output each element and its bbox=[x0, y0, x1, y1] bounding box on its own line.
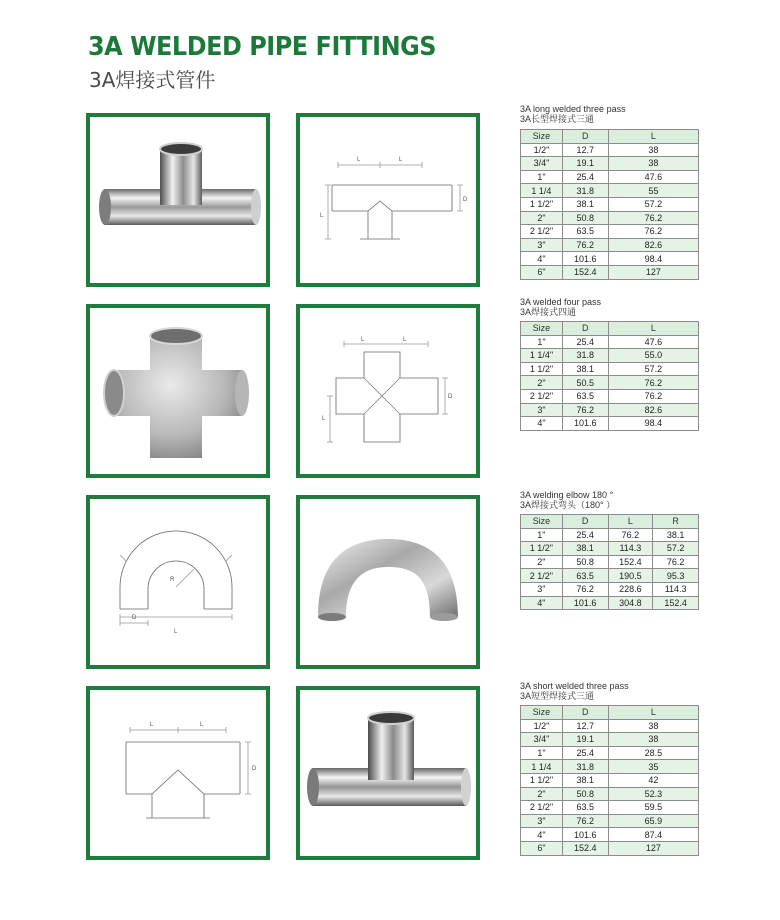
table-cell: 2 1/2" bbox=[521, 389, 563, 403]
table-cell: 4" bbox=[521, 828, 563, 842]
table-cell: 76.2 bbox=[608, 211, 698, 225]
table-2-caption: 3A welded four pass 3A焊接式四通 bbox=[520, 297, 602, 317]
table-cell: 25.4 bbox=[562, 170, 608, 184]
table-cell: 38.1 bbox=[562, 197, 608, 211]
column-header: L bbox=[608, 515, 653, 529]
short-tee-photo bbox=[300, 690, 476, 856]
table-row bbox=[521, 143, 699, 157]
table-cell: 98.4 bbox=[608, 417, 698, 431]
column-header: L bbox=[608, 130, 698, 144]
table-cell: 63.5 bbox=[562, 801, 608, 815]
table-cell: 1 1/2" bbox=[521, 542, 563, 556]
table-cell: 1/2" bbox=[521, 143, 563, 157]
table-row bbox=[521, 760, 699, 774]
table-row bbox=[521, 787, 699, 801]
table-cell: 50.8 bbox=[562, 555, 608, 569]
table-cell: 95.3 bbox=[653, 569, 699, 583]
table-cell: 1 1/4" bbox=[521, 349, 563, 363]
short-tee-drawing bbox=[90, 690, 266, 856]
table-cell: 190.5 bbox=[608, 569, 653, 583]
table-cell: 114.3 bbox=[653, 582, 699, 596]
dim-label-L: L bbox=[399, 157, 403, 163]
table-row bbox=[521, 225, 699, 239]
dim-label-L: L bbox=[322, 416, 326, 422]
table-cell: 38.1 bbox=[562, 542, 608, 556]
table-3-caption: 3A welding elbow 180 ° 3A焊接式弯头（180° ） bbox=[520, 490, 616, 510]
table-cell: 3/4" bbox=[521, 733, 563, 747]
table-cell: 2" bbox=[521, 211, 563, 225]
dim-label-L: L bbox=[174, 629, 178, 635]
table-cell: 50.8 bbox=[562, 787, 608, 801]
table-cell: 1 1/4 bbox=[521, 184, 563, 198]
dim-label-L: L bbox=[150, 722, 154, 728]
page-subtitle: 3A焊接式管件 bbox=[89, 68, 216, 92]
table-row bbox=[521, 197, 699, 211]
drawing-long-tee-frame bbox=[296, 113, 480, 287]
dim-label-L: L bbox=[200, 722, 204, 728]
table-row bbox=[521, 719, 699, 733]
table-row bbox=[521, 841, 699, 855]
elbow-drawing bbox=[90, 499, 266, 665]
table-cell: 57.2 bbox=[608, 197, 698, 211]
table-cell: 50.8 bbox=[562, 211, 608, 225]
table-row bbox=[521, 238, 699, 252]
table-cell: 1" bbox=[521, 335, 563, 349]
dim-label-L: L bbox=[357, 157, 361, 163]
table-row bbox=[521, 582, 699, 596]
table-cell: 3" bbox=[521, 403, 563, 417]
table-4-caption: 3A short welded three pass 3A短型焊接式三通 bbox=[520, 681, 629, 701]
table-row bbox=[521, 211, 699, 225]
table-cell: 127 bbox=[608, 265, 698, 279]
dim-label-L: L bbox=[320, 213, 324, 219]
table-cell: 63.5 bbox=[562, 225, 608, 239]
table-cell: 6" bbox=[521, 841, 563, 855]
table-cell: 101.6 bbox=[562, 828, 608, 842]
table-cell: 63.5 bbox=[562, 389, 608, 403]
table-cell: 1 1/2" bbox=[521, 197, 563, 211]
column-header: Size bbox=[521, 130, 563, 144]
table-cell: 38 bbox=[608, 157, 698, 171]
table-row bbox=[521, 555, 699, 569]
table-cell: 304.8 bbox=[608, 596, 653, 610]
table-cell: 57.2 bbox=[608, 362, 698, 376]
table-cell: 2" bbox=[521, 555, 563, 569]
table-cell: 47.6 bbox=[608, 170, 698, 184]
cross-drawing bbox=[300, 308, 476, 474]
table-row bbox=[521, 252, 699, 266]
table-cell: 12.7 bbox=[562, 719, 608, 733]
table-row bbox=[521, 265, 699, 279]
table-row bbox=[521, 542, 699, 556]
long-tee-photo bbox=[90, 117, 266, 283]
column-header: L bbox=[608, 322, 698, 336]
column-header: D bbox=[562, 130, 608, 144]
table-cell: 101.6 bbox=[562, 417, 608, 431]
dim-label-D: D bbox=[448, 394, 453, 400]
drawing-short-tee-frame bbox=[86, 686, 270, 860]
table-cell: 76.2 bbox=[608, 528, 653, 542]
column-header: R bbox=[653, 515, 699, 529]
table-cell: 38 bbox=[608, 143, 698, 157]
column-header: Size bbox=[521, 515, 563, 529]
page-title: 3A WELDED PIPE FITTINGS bbox=[88, 32, 437, 62]
table-cell: 38.1 bbox=[653, 528, 699, 542]
table-row bbox=[521, 184, 699, 198]
column-header: D bbox=[562, 706, 608, 720]
table-cell: 76.2 bbox=[608, 389, 698, 403]
table-row bbox=[521, 389, 699, 403]
spec-table-long-tee bbox=[520, 129, 699, 280]
table-cell: 101.6 bbox=[562, 252, 608, 266]
table-cell: 12.7 bbox=[562, 143, 608, 157]
elbow-photo bbox=[300, 499, 476, 665]
table-cell: 76.2 bbox=[608, 225, 698, 239]
table-cell: 152.4 bbox=[608, 555, 653, 569]
table-row bbox=[521, 801, 699, 815]
table-cell: 59.5 bbox=[608, 801, 698, 815]
table-cell: 82.6 bbox=[608, 238, 698, 252]
table-row bbox=[521, 157, 699, 171]
table-cell: 76.2 bbox=[562, 403, 608, 417]
table-cell: 3/4" bbox=[521, 157, 563, 171]
table-cell: 38.1 bbox=[562, 362, 608, 376]
table-cell: 42 bbox=[608, 773, 698, 787]
table-cell: 76.2 bbox=[562, 814, 608, 828]
table-cell: 1" bbox=[521, 528, 563, 542]
table-cell: 1/2" bbox=[521, 719, 563, 733]
dim-label-D: D bbox=[463, 197, 468, 203]
table-cell: 152.4 bbox=[562, 841, 608, 855]
table-cell: 82.6 bbox=[608, 403, 698, 417]
table-cell: 101.6 bbox=[562, 596, 608, 610]
table-cell: 28.5 bbox=[608, 746, 698, 760]
table-row bbox=[521, 746, 699, 760]
table-cell: 6" bbox=[521, 265, 563, 279]
long-tee-drawing bbox=[300, 117, 476, 283]
column-header: L bbox=[608, 706, 698, 720]
table-row bbox=[521, 528, 699, 542]
spec-table-cross bbox=[520, 321, 699, 431]
table-cell: 2" bbox=[521, 787, 563, 801]
table-cell: 3" bbox=[521, 238, 563, 252]
table-cell: 3" bbox=[521, 582, 563, 596]
photo-cross-frame bbox=[86, 304, 270, 478]
column-header: Size bbox=[521, 706, 563, 720]
table-cell: 4" bbox=[521, 252, 563, 266]
dim-label-D: D bbox=[132, 615, 137, 621]
table-cell: 2 1/2" bbox=[521, 801, 563, 815]
table-cell: 65.9 bbox=[608, 814, 698, 828]
table-row bbox=[521, 362, 699, 376]
table-cell: 25.4 bbox=[562, 335, 608, 349]
photo-elbow-frame bbox=[296, 495, 480, 669]
table-1-caption: 3A long welded three pass 3A长型焊接式三通 bbox=[520, 104, 626, 124]
table-cell: 2 1/2" bbox=[521, 569, 563, 583]
table-cell: 19.1 bbox=[562, 157, 608, 171]
table-cell: 19.1 bbox=[562, 733, 608, 747]
spec-table-elbow bbox=[520, 514, 699, 610]
table-cell: 127 bbox=[608, 841, 698, 855]
column-header: Size bbox=[521, 322, 563, 336]
table-cell: 228.6 bbox=[608, 582, 653, 596]
table-cell: 1 1/4 bbox=[521, 760, 563, 774]
dim-label-L: L bbox=[361, 337, 365, 343]
table-cell: 1" bbox=[521, 746, 563, 760]
photo-short-tee-frame bbox=[296, 686, 480, 860]
dim-label-D: D bbox=[252, 766, 257, 772]
table-row bbox=[521, 814, 699, 828]
table-cell: 31.8 bbox=[562, 760, 608, 774]
table-cell: 76.2 bbox=[562, 238, 608, 252]
drawing-elbow-frame bbox=[86, 495, 270, 669]
table-row bbox=[521, 733, 699, 747]
table-cell: 87.4 bbox=[608, 828, 698, 842]
table-cell: 25.4 bbox=[562, 528, 608, 542]
table-cell: 38 bbox=[608, 733, 698, 747]
table-row bbox=[521, 417, 699, 431]
table-row bbox=[521, 773, 699, 787]
table-row bbox=[521, 596, 699, 610]
table-cell: 152.4 bbox=[562, 265, 608, 279]
table-row bbox=[521, 335, 699, 349]
table-cell: 76.2 bbox=[608, 376, 698, 390]
table-cell: 25.4 bbox=[562, 746, 608, 760]
table-cell: 63.5 bbox=[562, 569, 608, 583]
table-cell: 38.1 bbox=[562, 773, 608, 787]
table-cell: 152.4 bbox=[653, 596, 699, 610]
table-cell: 76.2 bbox=[562, 582, 608, 596]
table-cell: 38 bbox=[608, 719, 698, 733]
table-cell: 114.3 bbox=[608, 542, 653, 556]
table-row bbox=[521, 349, 699, 363]
table-cell: 50.5 bbox=[562, 376, 608, 390]
cross-photo bbox=[90, 308, 266, 474]
table-row bbox=[521, 376, 699, 390]
drawing-cross-frame bbox=[296, 304, 480, 478]
table-row bbox=[521, 170, 699, 184]
table-cell: 47.6 bbox=[608, 335, 698, 349]
table-cell: 1" bbox=[521, 170, 563, 184]
spec-table-short-tee bbox=[520, 705, 699, 856]
table-row bbox=[521, 569, 699, 583]
table-cell: 55.0 bbox=[608, 349, 698, 363]
photo-long-tee-frame bbox=[86, 113, 270, 287]
dim-label-R: R bbox=[170, 577, 175, 583]
table-cell: 1 1/2" bbox=[521, 362, 563, 376]
table-cell: 31.8 bbox=[562, 184, 608, 198]
table-cell: 76.2 bbox=[653, 555, 699, 569]
table-cell: 4" bbox=[521, 417, 563, 431]
table-cell: 98.4 bbox=[608, 252, 698, 266]
dim-label-L: L bbox=[403, 337, 407, 343]
column-header: D bbox=[562, 515, 608, 529]
column-header: D bbox=[562, 322, 608, 336]
table-cell: 2" bbox=[521, 376, 563, 390]
table-cell: 52.3 bbox=[608, 787, 698, 801]
table-cell: 4" bbox=[521, 596, 563, 610]
table-cell: 1 1/2" bbox=[521, 773, 563, 787]
table-row bbox=[521, 403, 699, 417]
table-cell: 3" bbox=[521, 814, 563, 828]
table-cell: 31.8 bbox=[562, 349, 608, 363]
table-row bbox=[521, 828, 699, 842]
table-cell: 57.2 bbox=[653, 542, 699, 556]
table-cell: 2 1/2" bbox=[521, 225, 563, 239]
table-cell: 55 bbox=[608, 184, 698, 198]
table-cell: 35 bbox=[608, 760, 698, 774]
